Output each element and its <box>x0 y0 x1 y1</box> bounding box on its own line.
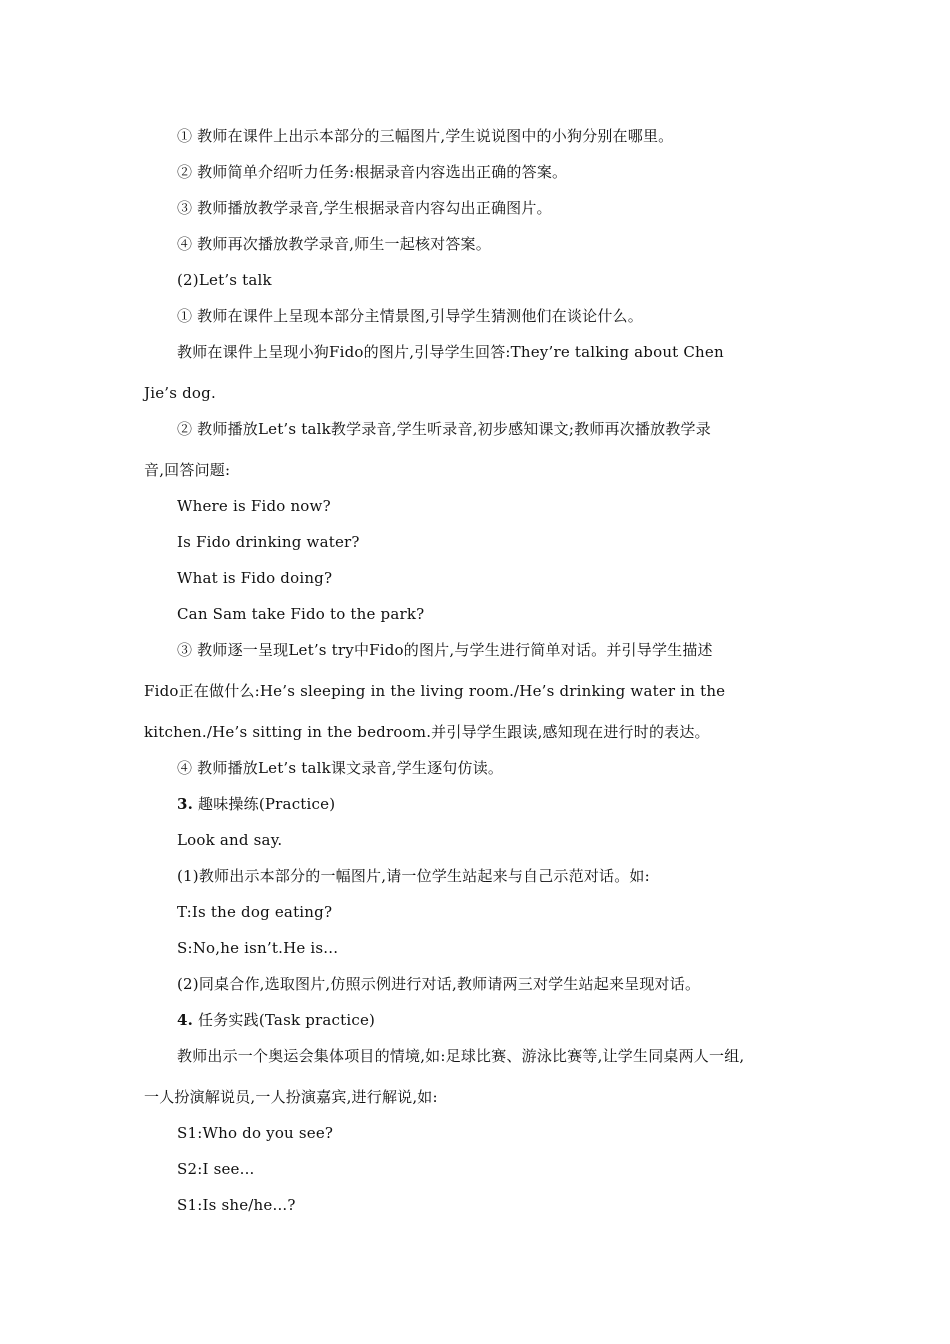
paragraph-line: ① 教师在课件上呈现本部分主情景图,引导学生猜测他们在谈论什么。 <box>177 307 643 325</box>
section-heading: (2)Let’s talk <box>177 271 272 289</box>
section-heading <box>177 1010 375 1030</box>
paragraph-line: kitchen./He’s sitting in the bedroom.并引导学生跟读,感知现在进行时的表达。 <box>144 723 710 741</box>
section-title: 任务实践(Task practice) <box>198 1011 376 1029</box>
paragraph-line: ③ 教师逐一呈现Let’s try中Fido的图片,与学生进行简单对话。并引导学生描述 <box>177 641 713 659</box>
paragraph-line: 教师出示一个奥运会集体项目的情境,如:足球比赛、游泳比赛等,让学生同桌两人一组, <box>177 1047 745 1065</box>
paragraph-line: Fido正在做什么:He’s sleeping in the living room./He’s drinking water in the <box>144 682 726 700</box>
question-line: Where is Fido now? <box>177 497 331 515</box>
dialogue-line: T:Is the dog eating? <box>177 903 333 921</box>
paragraph-line: ④ 教师播放Let’s talk课文录音,学生逐句仿读。 <box>177 759 504 777</box>
dialogue-line: S2:I see... <box>177 1160 255 1178</box>
dialogue-line: S:No,he isn’t.He is... <box>177 939 339 957</box>
question-line: Can Sam take Fido to the park? <box>177 605 425 623</box>
question-line: What is Fido doing? <box>177 569 333 587</box>
paragraph-line: 一人扮演解说员,一人扮演嘉宾,进行解说,如: <box>144 1088 438 1106</box>
section-title: 趣味操练(Practice) <box>198 795 336 813</box>
dialogue-line: S1:Is she/he...? <box>177 1196 296 1214</box>
dialogue-line: S1:Who do you see? <box>177 1124 334 1142</box>
paragraph-line: 音,回答问题: <box>144 461 231 479</box>
question-line: Is Fido drinking water? <box>177 533 360 551</box>
section-number: 4. <box>177 1011 194 1029</box>
paragraph-line: Look and say. <box>177 831 283 849</box>
paragraph-line: ④ 教师再次播放教学录音,师生一起核对答案。 <box>177 235 491 253</box>
section-number: 3. <box>177 795 194 813</box>
paragraph-line: (1)教师出示本部分的一幅图片,请一位学生站起来与自己示范对话。如: <box>177 867 650 885</box>
paragraph-line: ③ 教师播放教学录音,学生根据录音内容勾出正确图片。 <box>177 199 552 217</box>
paragraph-line: Jie’s dog. <box>144 384 216 402</box>
paragraph-line: ② 教师播放Let’s talk教学录音,学生听录音,初步感知课文;教师再次播放教学录 <box>177 420 711 438</box>
paragraph-line: (2)同桌合作,选取图片,仿照示例进行对话,教师请两三对学生站起来呈现对话。 <box>177 975 701 993</box>
paragraph-line: ① 教师在课件上出示本部分的三幅图片,学生说说图中的小狗分别在哪里。 <box>177 127 674 145</box>
paragraph-line: ② 教师简单介绍听力任务:根据录音内容选出正确的答案。 <box>177 163 568 181</box>
paragraph-line: 教师在课件上呈现小狗Fido的图片,引导学生回答:They’re talking about Chen <box>177 343 724 361</box>
section-heading <box>177 794 335 814</box>
